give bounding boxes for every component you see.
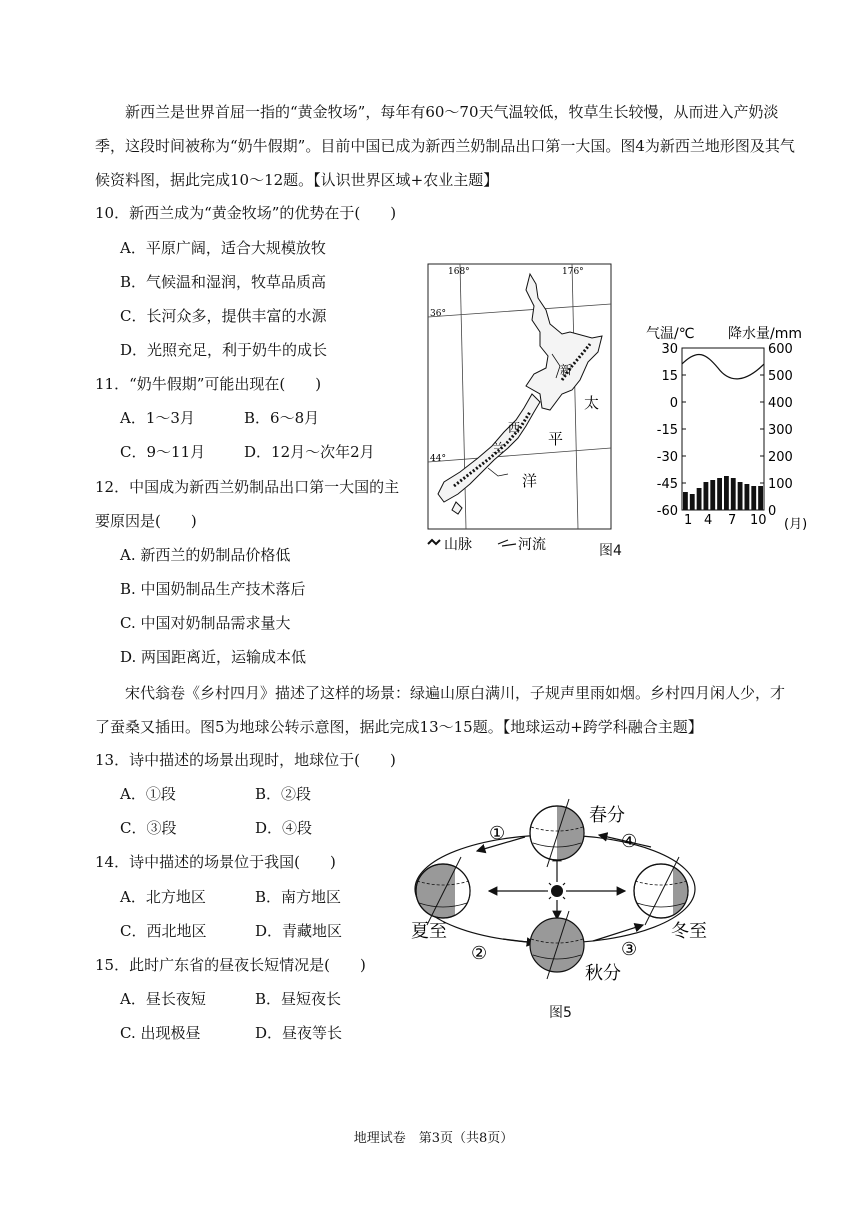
precip-bar <box>704 482 709 510</box>
intro-paragraph-2: 宋代翁卷《乡村四月》描述了这样的场景：绿遍山原白满川，子规声里雨如烟。乡村四月闲人少，才了蚕桑又插田。图5为地球公转示意图，据此完成13～15题。【地球运动+跨学科融合主题】 <box>95 684 786 736</box>
precip-bar <box>710 480 715 510</box>
orbit-segment-4: ④ <box>621 831 638 852</box>
question-11: 11．“奶牛假期”可能出现在( ) <box>95 375 322 393</box>
q10-option-a: A．平原广阔，适合大规模放牧 <box>120 239 326 257</box>
month-tick-label: 7 <box>728 513 737 528</box>
precip-tick-label: 300 <box>768 423 793 438</box>
question-12-line-2: 要原因是( ) <box>95 512 197 530</box>
q13-option-d: D．④段 <box>255 819 313 837</box>
temp-tick-label: -60 <box>656 504 678 519</box>
precip-bar <box>745 484 750 510</box>
temp-tick-label: -45 <box>656 477 678 492</box>
q15-option-a: A．昼长夜短 <box>120 990 206 1008</box>
precip-bar <box>751 486 756 510</box>
q13-option-c: C．③段 <box>120 819 177 837</box>
q11-option-b: B．6～8月 <box>244 409 320 427</box>
precip-tick-label: 500 <box>768 369 793 384</box>
q12-option-d: D. 两国距离近，运输成本低 <box>120 648 307 666</box>
sun-icon <box>551 885 563 897</box>
legend-river-label: 河流 <box>518 537 546 552</box>
temp-tick-label: -15 <box>656 423 678 438</box>
figure-4-caption: 图4 <box>599 543 622 559</box>
precip-axis-title: 降水量/mm <box>728 326 802 342</box>
question-14: 14．诗中描述的场景位于我国( ) <box>95 853 336 871</box>
map-label-yang: 洋 <box>522 472 538 490</box>
map-label-xin: 新 <box>560 363 573 377</box>
q10-option-b: B．气候温和湿润，牧草品质高 <box>120 273 327 291</box>
temp-axis-title: 气温/℃ <box>646 326 695 342</box>
climate-chart-frame <box>682 348 764 510</box>
north-island-shape <box>526 274 602 410</box>
figure-5-caption: 图5 <box>549 1005 572 1021</box>
precip-tick-label: 400 <box>768 396 793 411</box>
map-label-tai: 太 <box>584 394 600 412</box>
south-island-river <box>488 468 508 476</box>
climate-chart <box>640 320 808 538</box>
q11-option-d: D．12月～次年2月 <box>244 443 375 461</box>
precip-bar <box>758 486 763 510</box>
label-summer-solstice: 夏至 <box>411 921 447 942</box>
q13-option-b: B．②段 <box>255 785 312 803</box>
question-15: 15．此时广东省的昼夜长短情况是( ) <box>95 956 366 974</box>
precip-tick-label: 200 <box>768 450 793 465</box>
question-10: 10．新西兰成为“黄金牧场”的优势在于( ) <box>95 204 397 222</box>
q11-option-c: C．9～11月 <box>120 443 206 461</box>
month-unit-label: (月) <box>784 517 808 532</box>
earth-winter-solstice <box>634 857 688 925</box>
mountain-legend-icon <box>428 540 440 544</box>
map-lon-168: 168° <box>448 267 470 277</box>
temp-tick-label: 15 <box>661 369 678 384</box>
map-label-ping: 平 <box>548 430 564 448</box>
precip-bar <box>724 476 729 510</box>
q12-option-a: A. 新西兰的奶制品价格低 <box>120 546 291 564</box>
precip-bar <box>690 494 695 510</box>
q15-option-c: C. 出现极昼 <box>120 1024 201 1042</box>
q12-option-c: C. 中国对奶制品需求量大 <box>120 614 291 632</box>
q10-option-c: C．长河众多，提供丰富的水源 <box>120 307 327 325</box>
map-lat-44: 44° <box>430 454 446 464</box>
q10-option-d: D．光照充足，利于奶牛的成长 <box>120 341 328 359</box>
map-lat-36: 36° <box>430 309 446 319</box>
label-autumn-equinox: 秋分 <box>585 963 621 984</box>
q14-option-c: C．西北地区 <box>120 922 207 940</box>
precip-tick-label: 0 <box>768 504 777 519</box>
stewart-island-shape <box>452 502 462 514</box>
earth-autumn-equinox <box>530 911 584 979</box>
q14-option-d: D．青藏地区 <box>255 922 343 940</box>
new-zealand-map <box>422 262 618 552</box>
temp-tick-label: 0 <box>669 396 678 411</box>
q15-option-d: D．昼夜等长 <box>255 1024 343 1042</box>
q11-option-a: A．1～3月 <box>120 409 195 427</box>
precip-bar <box>731 478 736 510</box>
temp-tick-label: -30 <box>656 450 678 465</box>
legend-mountain-label: 山脉 <box>444 537 472 552</box>
temperature-curve <box>682 354 764 378</box>
earth-spring-equinox <box>530 799 584 867</box>
question-13: 13．诗中描述的场景出现时，地球位于( ) <box>95 751 396 769</box>
month-tick-label: 10 <box>750 513 767 528</box>
map-label-lan: 兰 <box>492 441 505 455</box>
precip-tick-label: 600 <box>768 342 793 357</box>
label-spring-equinox: 春分 <box>589 805 625 826</box>
page-footer: 地理试卷 第3页（共8页） <box>353 1131 514 1146</box>
question-12-line-1: 12．中国成为新西兰奶制品出口第一大国的主 <box>95 478 400 496</box>
orbit-segment-2: ② <box>471 943 488 964</box>
q13-option-a: A．①段 <box>120 785 176 803</box>
month-tick-label: 4 <box>704 513 713 528</box>
month-tick-label: 1 <box>684 513 693 528</box>
q14-option-b: B．南方地区 <box>255 888 342 906</box>
precip-bar <box>683 492 688 510</box>
orbit-segment-3: ③ <box>621 939 638 960</box>
map-lon-176: 176° <box>562 267 584 277</box>
temp-tick-label: 30 <box>661 342 678 357</box>
precip-bar <box>717 478 722 510</box>
label-winter-solstice: 冬至 <box>671 921 707 942</box>
map-label-xi: 西 <box>508 421 521 435</box>
q15-option-b: B．昼短夜长 <box>255 990 342 1008</box>
intro-paragraph-1: 新西兰是世界首屈一指的“黄金牧场”，每年有60～70天气温较低，牧草生长较慢，从而进入产奶淡季，这段时间被称为“奶牛假期”。目前中国已成为新西兰奶制品出口第一大国。图4为新西兰地形图及其气候资料图，据此完成10～12题。【认识世界区域+农业主题】 <box>95 103 795 189</box>
river-legend-icon <box>498 540 516 546</box>
earth-summer-solstice <box>416 857 470 925</box>
precip-bar <box>738 482 743 510</box>
orbit-segment-1: ① <box>489 823 506 844</box>
q12-option-b: B. 中国奶制品生产技术落后 <box>120 580 306 598</box>
precip-bar <box>697 488 702 510</box>
q14-option-a: A．北方地区 <box>120 888 206 906</box>
earth-orbit-diagram <box>405 795 735 995</box>
precip-tick-label: 100 <box>768 477 793 492</box>
